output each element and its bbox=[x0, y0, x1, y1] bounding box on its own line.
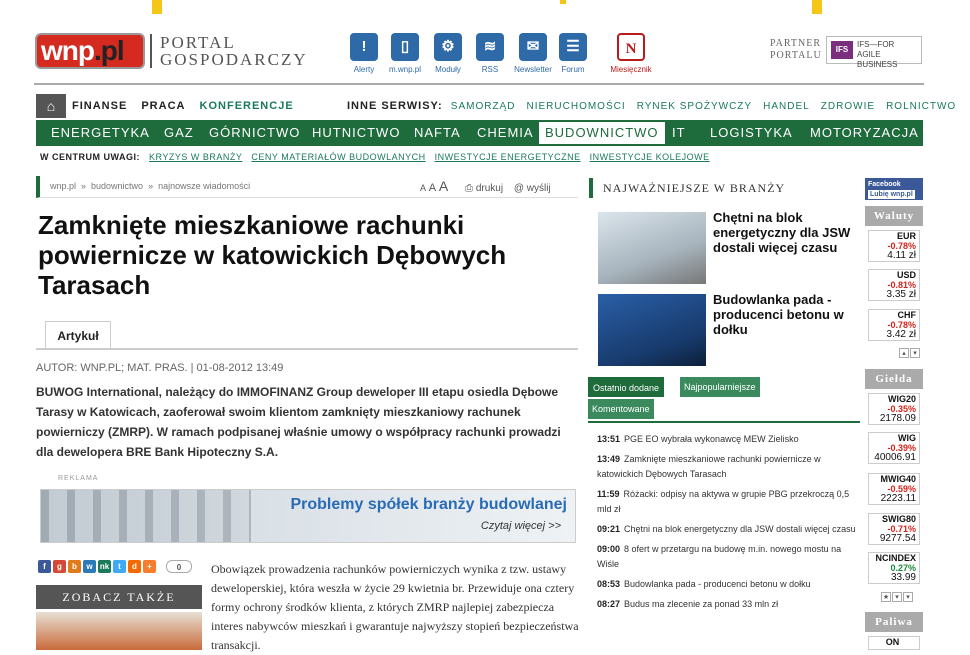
tabs-divider bbox=[588, 421, 860, 423]
ad-accent bbox=[812, 0, 822, 14]
print-icon: ⎙ bbox=[465, 183, 474, 194]
breadcrumb-item[interactable]: budownictwo bbox=[91, 181, 144, 191]
other-services bbox=[347, 100, 963, 112]
index-quote[interactable]: WIG20 -0.35% 2178.09 bbox=[868, 393, 920, 425]
main-nav bbox=[36, 120, 923, 146]
tab-commented[interactable]: Komentowane bbox=[588, 399, 654, 419]
article-tools bbox=[420, 178, 551, 194]
ad-accent bbox=[560, 0, 566, 4]
gear-icon: ⚙ bbox=[434, 33, 462, 61]
print-button[interactable]: drukuj bbox=[475, 183, 504, 194]
tab-budownictwo[interactable]: BUDOWNICTWO bbox=[538, 121, 666, 145]
home-button[interactable] bbox=[36, 94, 66, 118]
portal-tagline: PORTAL GOSPODARCZY bbox=[160, 33, 308, 69]
article-body: Obowiązek prowadzenia rachunków powierniczych wynika z tzw. ustawy deweloperskiej, która weszła w życie 29 kwietnia br. Przewiduje ona cztery formy ochrony środków klienta, z których ZMRP najlepiej zabezpiecza interes nabywców mieszkań i gwarantuje najwyższy stopień bezpieczeństwa transakcji. bbox=[211, 562, 579, 652]
list-item[interactable]: 08:27 Budus ma zlecenie za ponad 33 mln zł bbox=[597, 599, 779, 609]
mobile-icon: ▯ bbox=[391, 33, 419, 61]
tab-popular[interactable]: Najpopularniejsze bbox=[680, 377, 760, 397]
list-item[interactable]: 11:59 Różacki: odpisy na aktywa w grupie PBG przekroczą 0,5 mld zł bbox=[597, 489, 850, 514]
tab-gornictwo[interactable]: GÓRNICTWO bbox=[209, 125, 301, 140]
at-icon: @ bbox=[513, 183, 525, 194]
service-rolnictwo[interactable]: ROLNICTWO bbox=[886, 101, 957, 112]
ad-more-link[interactable]: Czytaj więcej >> bbox=[480, 520, 561, 532]
article-author: AUTOR: WNP.PL; MAT. PRAS. | 01-08-2012 13:49 bbox=[36, 362, 284, 374]
exchange-header: Giełda bbox=[865, 369, 923, 389]
ad-label: REKLAMA bbox=[58, 475, 99, 482]
currency-header: Waluty bbox=[865, 206, 923, 226]
top-nav bbox=[72, 100, 304, 112]
tab-hutnictwo[interactable]: HUTNICTWO bbox=[312, 125, 401, 140]
list-item[interactable]: 13:51 PGE EO wybrała wykonawcę MEW Zielisko bbox=[597, 434, 799, 444]
focus-label: W CENTRUM UWAGI: bbox=[40, 152, 140, 162]
blip-icon[interactable]: b bbox=[68, 560, 81, 573]
scroll-down-button[interactable]: ▾ bbox=[892, 592, 902, 602]
see-also-header: ZOBACZ TAKŻE bbox=[36, 585, 202, 609]
news-tabs bbox=[588, 377, 860, 421]
tab-logistyka[interactable]: LOGISTYKA bbox=[710, 125, 793, 140]
share-count: 0 bbox=[166, 560, 192, 573]
forum-icon: ☰ bbox=[559, 33, 587, 61]
rss-link[interactable]: ≋ RSS bbox=[460, 33, 520, 74]
share-bar bbox=[38, 560, 198, 574]
service-samorzad[interactable]: SAMORZĄD bbox=[450, 101, 516, 112]
forum-link[interactable]: ☰ Forum bbox=[543, 33, 603, 74]
fuel-header: Paliwa bbox=[865, 612, 923, 632]
tab-energetyka[interactable]: ENERGETYKA bbox=[51, 125, 150, 140]
currency-scroll bbox=[898, 348, 922, 358]
other-services-label: INNE SERWISY: bbox=[347, 100, 443, 112]
service-rynek-spozywczy[interactable]: RYNEK SPOŻYWCZY bbox=[636, 101, 753, 112]
magazine-icon: N bbox=[617, 33, 645, 61]
focus-item[interactable]: INWESTYCJE KOLEJOWE bbox=[589, 152, 710, 162]
modules-link[interactable]: ⚙ Moduły bbox=[418, 33, 478, 74]
index-scroll bbox=[880, 592, 920, 602]
currency-quote[interactable]: USD -0.81% 3.35 zł bbox=[868, 269, 920, 301]
nk-icon[interactable]: nk bbox=[99, 562, 110, 571]
nav-praca[interactable]: PRACA bbox=[141, 100, 186, 112]
tab-gaz[interactable]: GAZ bbox=[164, 125, 194, 140]
home-icon: ⌂ bbox=[46, 98, 56, 114]
facebook-icon[interactable]: f bbox=[38, 560, 51, 573]
star-icon[interactable]: ★ bbox=[882, 594, 890, 601]
alerts-link[interactable]: ! Alerty bbox=[334, 33, 394, 74]
font-large-button[interactable]: A bbox=[438, 178, 449, 194]
index-quote[interactable]: MWIG40 -0.59% 2223.11 bbox=[868, 473, 920, 505]
tab-nafta[interactable]: NAFTA bbox=[414, 125, 461, 140]
list-item[interactable]: 08:53 Budowlanka pada - producenci betonu w dołku bbox=[597, 579, 811, 589]
top-ad-strip bbox=[0, 0, 970, 16]
site-logo[interactable]: wnp.pl bbox=[35, 33, 145, 69]
service-handel[interactable]: HANDEL bbox=[763, 101, 810, 112]
article-title: Zamknięte mieszkaniowe rachunki powiernicze w katowickich Dębowych Tarasach bbox=[38, 210, 507, 300]
service-nieruchomosci[interactable]: NIERUCHOMOŚCI bbox=[526, 101, 626, 112]
index-quote[interactable]: WIG -0.39% 40006.91 bbox=[868, 432, 920, 464]
partner-logo[interactable]: IFS IFS—FOR AGILE BUSINESS bbox=[826, 36, 922, 64]
tab-it[interactable]: IT bbox=[672, 125, 686, 140]
scroll-down-button[interactable]: ▾ bbox=[910, 348, 920, 358]
rss-icon: ≋ bbox=[476, 33, 504, 61]
tab-motoryzacja[interactable]: MOTORYZACJA bbox=[810, 125, 919, 140]
twitter-icon[interactable]: t bbox=[113, 560, 126, 573]
magazine-link[interactable]: N Miesięcznik bbox=[601, 33, 661, 74]
list-item[interactable]: 13:49 Zamknięte mieszkaniowe rachunki powiernicze w katowickich Dębowych Tarasach bbox=[597, 454, 821, 479]
newsletter-link[interactable]: ✉ Newsletter bbox=[503, 33, 563, 74]
font-small-button[interactable]: A bbox=[420, 183, 427, 193]
ad-title: Problemy spółek branży budowlanej bbox=[290, 496, 567, 513]
featured-image[interactable] bbox=[598, 294, 706, 366]
scroll-down-button[interactable]: ▾ bbox=[903, 592, 913, 602]
ad-accent bbox=[152, 0, 162, 14]
nav-konferencje[interactable]: KONFERENCJE bbox=[199, 100, 294, 112]
newsletter-icon: ✉ bbox=[519, 33, 547, 61]
mobile-link[interactable]: ▯ m.wnp.pl bbox=[375, 33, 435, 74]
ad-banner[interactable] bbox=[40, 489, 576, 543]
font-medium-button[interactable]: A bbox=[428, 182, 437, 194]
index-quote[interactable]: NCINDEX 0.27% 33.99 bbox=[868, 552, 920, 584]
alert-icon: ! bbox=[350, 33, 378, 61]
featured-title[interactable]: Chętni na blok energetyczny dla JSW dostali więcej czasu bbox=[713, 210, 851, 255]
more-share-icon[interactable]: + bbox=[143, 560, 156, 573]
service-zdrowie[interactable]: ZDROWIE bbox=[820, 101, 876, 112]
scroll-up-button[interactable]: ▴ bbox=[899, 348, 909, 358]
featured-image[interactable] bbox=[598, 212, 706, 284]
focus-item[interactable]: INWESTYCJE ENERGETYCZNE bbox=[434, 152, 581, 162]
tab-divider bbox=[36, 348, 578, 350]
focus-bar bbox=[40, 152, 716, 162]
wykop-icon[interactable]: w bbox=[83, 560, 96, 573]
facebook-like-box[interactable]: Facebook Lubię wnp.pl bbox=[865, 178, 923, 200]
currency-quote[interactable]: EUR -0.78% 4.11 zł bbox=[868, 230, 920, 262]
logo-divider bbox=[150, 34, 152, 68]
tab-latest[interactable]: Ostatnio dodane bbox=[588, 377, 664, 397]
article-lead: BUWOG International, należący do IMMOFINANZ Group deweloper III etapu osiedla Dębowe Tarasy w Katowicach, zaoferował swoim klientom zamknięty mieszkaniowy rachunek powierniczy (ZMRP). W ramach podpisanej właśnie umowy o współpracy rachunki prowadzi dla dewelopera BRE Bank Hipoteczny S.A. bbox=[36, 385, 561, 459]
ad-image bbox=[41, 490, 251, 543]
featured-title[interactable]: Budowlanka pada - producenci betonu w dołku bbox=[713, 292, 844, 337]
header-divider bbox=[34, 83, 924, 85]
tab-chemia[interactable]: CHEMIA bbox=[477, 125, 534, 140]
breadcrumb-item[interactable]: wnp.pl bbox=[50, 181, 77, 191]
focus-item[interactable]: KRYZYS W BRANŻY bbox=[149, 152, 243, 162]
digg-icon[interactable]: d bbox=[128, 560, 141, 573]
index-quote[interactable]: SWIG80 -0.71% 9277.54 bbox=[868, 513, 920, 545]
fuel-quote[interactable]: ON bbox=[868, 636, 920, 650]
nav-finanse[interactable]: FINANSE bbox=[72, 100, 128, 112]
see-also-image[interactable] bbox=[36, 612, 202, 650]
currency-quote[interactable]: CHF -0.78% 3.42 zł bbox=[868, 309, 920, 341]
breadcrumb: wnp.pl » budownictwo » najnowsze wiadomości bbox=[36, 176, 578, 198]
list-item[interactable]: 09:21 Chętni na blok energetyczny dla JSW dostali więcej czasu bbox=[597, 524, 856, 534]
section-title: NAJWAŻNIEJSZE W BRANŻY bbox=[589, 178, 857, 198]
focus-item[interactable]: CENY MATERIAŁÓW BUDOWLANYCH bbox=[251, 152, 426, 162]
google-icon[interactable]: g bbox=[53, 560, 66, 573]
breadcrumb-item[interactable]: najnowsze wiadomości bbox=[158, 181, 251, 191]
list-item[interactable]: 09:00 8 ofert w przetargu na budowę m.in. nowego mostu na Wiśle bbox=[597, 544, 842, 569]
send-button[interactable]: wyślij bbox=[526, 183, 551, 194]
tab-article[interactable]: Artykuł bbox=[45, 321, 111, 349]
news-list bbox=[597, 432, 859, 617]
partner-label: PARTNER PORTALU bbox=[770, 38, 822, 61]
